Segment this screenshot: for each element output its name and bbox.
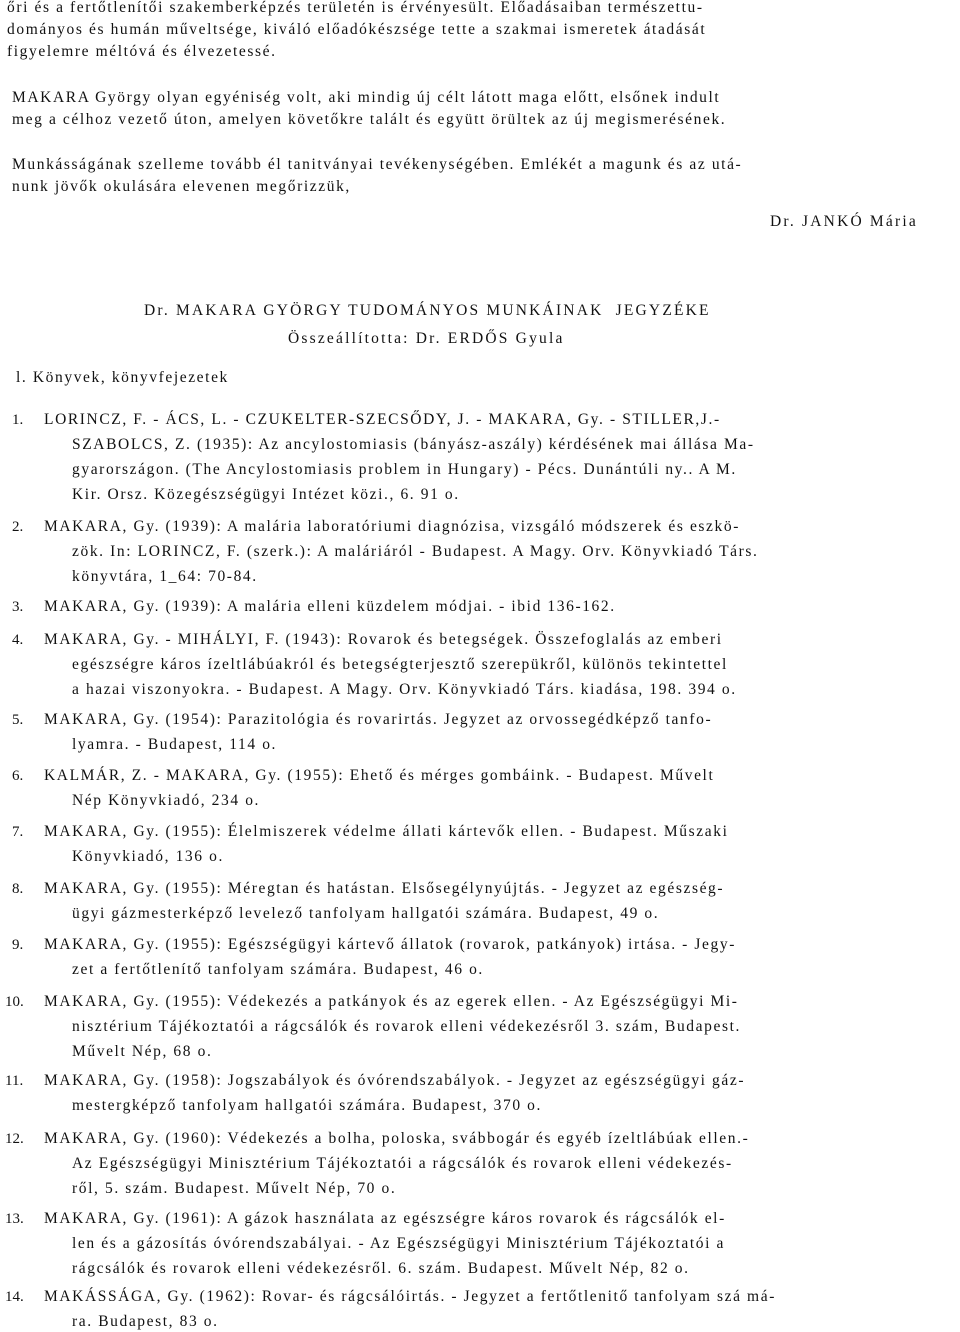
entry-number: 8. xyxy=(12,881,24,897)
entry-line: MAKARA, Gy. (1960): Védekezés a bolha, poloska, svábbogár és egyéb ízeltlábúak ellen.- xyxy=(44,1130,750,1147)
paragraph-line: nunk jövők okulására elevenen megőrizzük, xyxy=(12,178,351,195)
entry-line: rágcsálók és rovarok elleni védekezésről. 6. szám. Budapest. Művelt Nép, 82 o. xyxy=(72,1260,690,1277)
paragraph-line: Munkásságának szelleme tovább él tanitványai tevékenységében. Emlékét a magunk és az utá- xyxy=(12,156,743,173)
entry-number: 2. xyxy=(12,519,24,535)
entry-number: 5. xyxy=(12,712,24,728)
intro-line: figyelemre méltóvá és élvezetessé. xyxy=(7,43,277,60)
entry-line: KALMÁR, Z. - MAKARA, Gy. (1955): Ehető és mérges gombáink. - Budapest. Művelt xyxy=(44,767,715,784)
entry-number: 13. xyxy=(5,1211,24,1227)
entry-number: 9. xyxy=(12,937,24,953)
entry-line: MAKARA, Gy. (1954): Parazitológia és rovarirtás. Jegyzet az orvossegédképző tanfo- xyxy=(44,711,713,728)
entry-line: MAKARA, Gy. (1958): Jogszabályok és óvórendszabályok. - Jegyzet az egészségügyi gáz- xyxy=(44,1072,746,1089)
list-title: Dr. MAKARA GYÖRGY TUDOMÁNYOS MUNKÁINAK JEGYZÉKE xyxy=(144,302,711,319)
intro-line: dományos és humán műveltsége, kiváló előadókészsége tette a szakmai ismeretek átadását xyxy=(7,21,707,38)
entry-line: nisztérium Tájékoztatói a rágcsálók és rovarok elleni védekezésről 3. szám, Budapest. xyxy=(72,1018,741,1035)
entry-line: LORINCZ, F. - ÁCS, L. - CZUKELTER-SZECSŐDY, J. - MAKARA, Gy. - STILLER,J.- xyxy=(44,411,721,428)
compiled-by: Összeállította: Dr. ERDŐS Gyula xyxy=(288,330,565,347)
entry-line: MAKARA, Gy. (1955): Élelmiszerek védelme állati kártevők ellen. - Budapest. Műszaki xyxy=(44,823,729,840)
entry-number: 7. xyxy=(12,824,24,840)
entry-number: 11. xyxy=(5,1073,24,1089)
entry-line: ra. Budapest, 83 o. xyxy=(72,1313,219,1330)
entry-line: MAKARA, Gy. (1939): A malária elleni küzdelem módjai. - ibid 136-162. xyxy=(44,598,616,615)
entry-line: MAKARA, Gy. (1955): Egészségügyi kártevő állatok (rovarok, patkányok) irtása. - Jegy- xyxy=(44,936,736,953)
entry-line: Nép Könyvkiadó, 234 o. xyxy=(72,792,261,809)
entry-line: len és a gázosítás óvórendszabályai. - Az Egészségügyi Minisztérium Tájékoztatói a xyxy=(72,1235,726,1252)
entry-line: a hazai viszonyokra. - Budapest. A Magy. Orv. Könyvkiadó Társ. kiadása, 198. 394 o. xyxy=(72,681,737,698)
entry-line: Könyvkiadó, 136 o. xyxy=(72,848,224,865)
paragraph-line: meg a célhoz vezető úton, amelyen követőkre talált és együtt örültek az új megismerésének. xyxy=(12,111,727,128)
entry-number: 4. xyxy=(12,632,24,648)
entry-line: MAKARA, Gy. (1961): A gázok használata az egészségre káros rovarok és rágcsálók el- xyxy=(44,1210,726,1227)
section-heading: l. Könyvek, könyvfejezetek xyxy=(16,369,229,386)
entry-line: egészségre káros ízeltlábúakról és betegségterjesztő szerepükről, különös tekintettel xyxy=(72,656,728,673)
entry-line: ügyi gázmesterképző levelező tanfolyam hallgatói számára. Budapest, 49 o. xyxy=(72,905,660,922)
entry-number: 14. xyxy=(5,1289,24,1305)
entry-line: Kir. Orsz. Közegészségügyi Intézet közi., 6. 91 o. xyxy=(72,486,460,503)
entry-number: 6. xyxy=(12,768,24,784)
intro-line: őri és a fertőtlenítői szakemberképzés területén is érvényesült. Előadásaiban természettu- xyxy=(7,0,704,16)
entry-line: lyamra. - Budapest, 114 o. xyxy=(72,736,278,753)
entry-line: gyarországon. (The Ancylostomiasis problem in Hungary) - Pécs. Dunántúli ny.. A M. xyxy=(72,461,737,478)
entry-line: MAKARA, Gy. - MIHÁLYI, F. (1943): Rovarok és betegségek. Összefoglalás az emberi xyxy=(44,631,723,648)
entry-line: SZABOLCS, Z. (1935): Az ancylostomiasis (bányász-aszály) kérdésének mai állása Ma- xyxy=(72,436,755,453)
entry-line: zök. In: LORINCZ, F. (szerk.): A maláriáról - Budapest. A Magy. Orv. Könyvkiadó Társ. xyxy=(72,543,759,560)
entry-number: 1. xyxy=(12,412,24,428)
entry-line: zet a fertőtlenítő tanfolyam számára. Budapest, 46 o. xyxy=(72,961,484,978)
entry-number: 10. xyxy=(5,994,24,1010)
entry-line: MAKARA, Gy. (1955): Méregtan és hatástan. Elsősegélynyújtás. - Jegyzet az egészség- xyxy=(44,880,725,897)
entry-line: könyvtára, 1_64: 70-84. xyxy=(72,568,258,585)
paragraph-line: MAKARA György olyan egyéniség volt, aki mindig új célt látott maga előtt, elsőnek indult xyxy=(12,89,721,106)
entry-line: mestergképző tanfolyam hallgatói számára. Budapest, 370 o. xyxy=(72,1097,542,1114)
entry-number: 12. xyxy=(5,1131,24,1147)
signature: Dr. JANKÓ Mária xyxy=(770,213,918,230)
entry-line: ről, 5. szám. Budapest. Művelt Nép, 70 o. xyxy=(72,1180,397,1197)
entry-line: MAKÁSSÁGA, Gy. (1962): Rovar- és rágcsálóirtás. - Jegyzet a fertőtlenitő tanfolyam szá má- xyxy=(44,1288,776,1305)
entry-number: 3. xyxy=(12,599,24,615)
entry-line: MAKARA, Gy. (1939): A malária laboratóriumi diagnózisa, vizsgáló módszerek és eszkö- xyxy=(44,518,740,535)
entry-line: Az Egészségügyi Minisztérium Tájékoztatói a rágcsálók és rovarok elleni védekezés- xyxy=(72,1155,733,1172)
entry-line: MAKARA, Gy. (1955): Védekezés a patkányok és az egerek ellen. - Az Egészségügyi Mi- xyxy=(44,993,739,1010)
entry-line: Művelt Nép, 68 o. xyxy=(72,1043,213,1060)
